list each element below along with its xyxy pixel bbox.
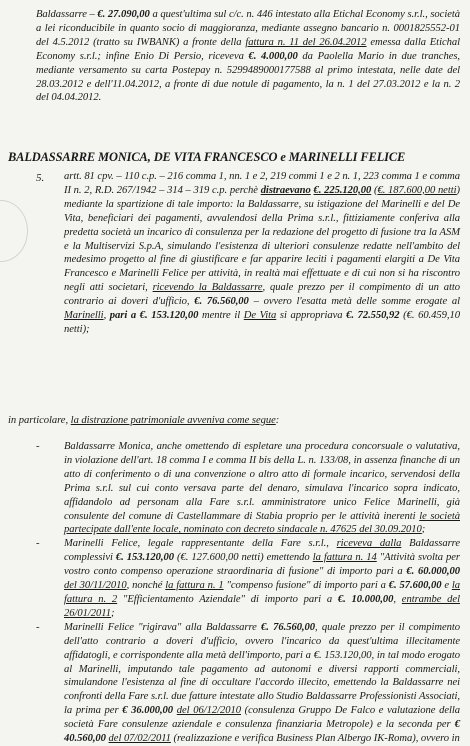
amount: €. 4.000,00 <box>248 50 298 62</box>
text-underlined: la distrazione patrimoniale avveniva come segue <box>70 415 276 426</box>
invoice-ref: la fattura n. 2 <box>64 580 460 605</box>
bullet-item <box>36 537 460 620</box>
text: mentre il <box>198 310 244 322</box>
invoice-ref: la fattura n. 14 <box>312 552 377 564</box>
bullet-item <box>36 621 460 746</box>
invoice-ref: la fattura n. 1 <box>165 580 224 592</box>
text: (€. 60.459,10 netti); <box>64 310 460 335</box>
date-underlined: del 07/02/2011 <box>108 733 171 745</box>
text: da Paolella Mario in due tranches, mediante versamento su carta Postepay n. 5299489000177588 al primo intestata, nelle date del 28.03.2012 e dell'11.04.2012, a fronte di due notule di pagamento, la n. 1 del 27.03.2012 e la n. 2 del 04.04.2012. <box>36 50 461 104</box>
text: : <box>275 415 280 426</box>
verb: distraevano <box>260 184 311 196</box>
bullet-item <box>36 440 460 537</box>
amount: pari a €. 153.120,00 <box>109 310 199 322</box>
name-underlined: De Vita <box>243 310 277 322</box>
charge-paragraph <box>64 170 460 337</box>
sub-intro <box>8 414 464 428</box>
text: emessa dalla Etichal Economy s.r.l.; infine Enio Di Persio, riceveva <box>36 36 461 62</box>
text: Baldassarre – <box>36 9 98 20</box>
amount: €. 76.560,00 <box>194 296 249 308</box>
continuation-paragraph <box>36 8 460 105</box>
amount: €. 76.560,00 <box>261 621 316 633</box>
text: , <box>393 593 402 605</box>
stamp-mark <box>0 200 28 262</box>
bullet-dash: - <box>36 441 40 452</box>
text: (€. 127.600,00 netti) emettendo <box>173 552 313 564</box>
text-underlined: riceveva dalla <box>336 538 402 550</box>
amount: €. 225.120,00 <box>313 184 372 196</box>
text: Marinelli Felice, legale rappresentante della Fare s.r.l., <box>64 538 337 550</box>
amount: € 36.000,00 <box>122 705 174 717</box>
text: "Efficientamento Aziendale" di importo pari a <box>117 593 338 605</box>
text: "Attività svolta per vostro conto compenso operazione straordinaria di fusione" di importo pari a <box>64 552 460 578</box>
amount: €. 27.090,00 <box>97 9 150 20</box>
bullet-dash: - <box>36 538 40 550</box>
text: si appropriava <box>276 310 347 322</box>
section-heading: BALDASSARRE MONICA, DE VITA FRANCESCO e MARINELLI FELICE <box>8 150 406 164</box>
text: ; <box>110 607 115 619</box>
text: ) mediante la spartizione di tale importo: la Baldassarre, su istigazione del Marinelli e del De Vita, beneficiari dei pagamenti, avvalendosi della Prima s.r.l., fittiziamente conferiva alla predetta società un incarico di consulenza per la redazione del progetto di fusione tra la ASM e la Multiservizi S.p.A, simulando l'esistenza di ulteriori consulenze redatte nell'ambito del medesimo progetto al fine di giustificare e far apparire leciti i pagamenti elargiti a De Vita Francesco e Marinelli Felice per attività, in realtà mai effettuate e di cui non si ha riscontro negli atti societari, <box>64 184 461 294</box>
amount: €. 10.000,00 <box>337 593 394 605</box>
text: e <box>441 580 452 592</box>
text: , quale prezzo per il compimento di un atto contrario ai doveri d'ufficio, <box>64 282 460 308</box>
item-number: 5. <box>36 172 45 184</box>
text-underlined: ricevendo la Baldassarre <box>152 282 263 294</box>
text: , quale prezzo per il compimento dell'atto contrario a doveri d'ufficio, ovvero l'incarico da quest'ultima illecitamente affidatogli, e corrispondente alla metà dell'importo, pari a €. 153.120,00, in tal modo erogato al Marinelli, imputando tale pagamento ad autonomi e diversi rapporti commerciali, simulandone l'esistenza al fine di occultare l'accordo illecito, emettendo la Baldassarre nei confronti della Fare s.r.l. due fatture intestate allo Studio Baldassarre Professionisti Associati, la prima per <box>64 621 460 717</box>
text: (realizzazione e verifica Business Plan Albergo IK-Roma), ovvero in <box>170 733 460 745</box>
text: , <box>103 310 110 322</box>
date-underlined: entrambe del 26/01/2011 <box>64 593 460 619</box>
amount: € 40.560,00 <box>64 719 460 745</box>
text: Marinelli Felice "rigirava" alla Baldassarre <box>64 621 262 633</box>
text: ; <box>421 524 426 536</box>
text: Baldassarre complessivi <box>64 538 461 564</box>
amount: €. 60.000,00 <box>406 566 460 578</box>
name-underlined: Marinelli <box>64 310 104 322</box>
amount: €. 72.550,92 <box>346 310 400 322</box>
bullet-dash: - <box>36 621 40 633</box>
text: a quest'ultima sul c/c. n. 446 intestato alla Etichal Economy s.r.l., società a lei riconducibile in quanto socio di maggioranza, mediante assegno bancario n. 0001825552-01 del 4.5.2012 (tratto su IWBANK) a fronte della <box>36 9 461 48</box>
text: "compenso fusione" di importo pari a <box>223 580 389 592</box>
legal-refs: artt. 81 cpv. – 110 c.p. – 216 comma 1, nn. 1 e 2, 219 commi 1 e 2 n. 1, 223 comma 1 e comma II n. 2, R.D. 267/1942 – 314 – 319 c.p. perchè <box>64 171 460 196</box>
amount: €. 57.600,00 <box>388 580 442 592</box>
invoice-ref: fattura n. 11 del 26.04.2012 <box>245 36 367 48</box>
date-underlined: del 30/11/2010 <box>64 580 127 592</box>
text: in particolare, <box>8 415 71 426</box>
amount-net: €. 187.600,00 netti <box>377 184 457 196</box>
text: ( <box>371 184 378 196</box>
amount: €. 153.120,00 <box>115 552 174 564</box>
text-underlined: le società partecipate dall'ente locale, nominato con decreto sindacale n. 47625 del 30.09.2010 <box>64 510 460 536</box>
text: (consulenza Gruppo De Falco e valutazione della società Fare consulenze aziendale e consulenza finanziaria Metropole) e la seconda per <box>64 705 461 731</box>
text: Baldassarre Monica, anche omettendo di espletare una procedura concorsuale o valutativa, in violazione dell'art. 18 comma I e comma II bis della L. n. 133/08, in assenza finanche di un atto di conferimento o di una convenzione o altro atto di formale incarico, servendosi della Prima s.r.l. sul cui conto versava parte del denaro, simulava l'incarico sopra indicato, affidandolo ad personam alla Fare s.r.l. amministratore unico Felice Marinelli, già consulente del comune di Castellammare di Stabia proprio per le attività inerenti <box>64 441 460 522</box>
text: – ovvero l'esatta metà delle somme erogate al <box>248 296 460 308</box>
bullet-list <box>36 440 460 746</box>
date-underlined: del 06/12/2010 <box>176 705 241 717</box>
text: , nonché <box>126 580 166 592</box>
